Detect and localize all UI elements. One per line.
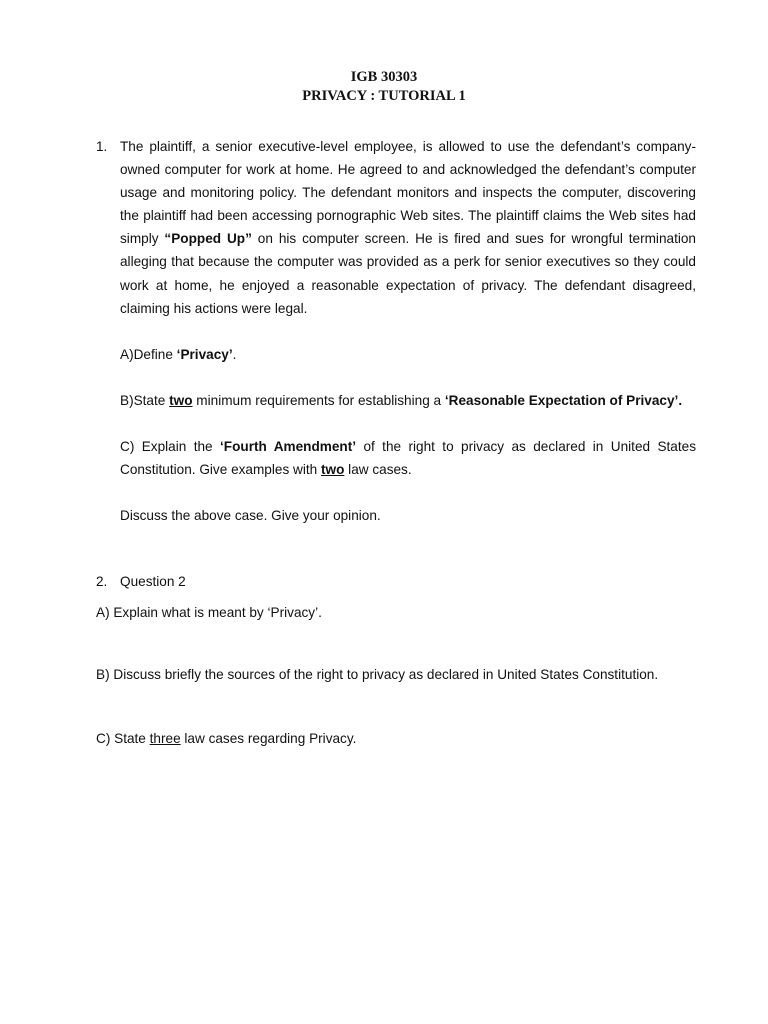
q2-part-c-count: three: [149, 731, 181, 746]
question-2-part-b: B) Discuss briefly the sources of the right to privacy as declared in United States Constitution.: [96, 667, 659, 682]
question-2-part-a: A) Explain what is meant by ‘Privacy’.: [96, 605, 322, 620]
popped-up-phrase: “Popped Up”: [164, 231, 252, 247]
part-b-term: ‘Reasonable Expectation of Privacy’.: [444, 392, 683, 408]
q2-part-c-prefix: C) State: [96, 731, 150, 746]
part-a: [120, 343, 696, 366]
discuss-prompt: Discuss the above case. Give your opinion.: [120, 508, 381, 524]
part-b: [120, 389, 696, 412]
part-c-count: two: [320, 462, 345, 478]
question-1-body: [120, 135, 696, 527]
part-c-suffix: law cases.: [344, 462, 412, 478]
scenario-text-1: The plaintiff, a senior executive-level employee, is allowed to use the defendant’s company-owned computer for work at home. He agreed to and acknowledged the defendant’s computer usage and monitoring policy. The defendant monitors and inspects the computer, discovering the plaintiff had been accessing pornographic Web sites. The plaintiff claims the Web sites had simply: [120, 139, 696, 247]
part-c: [120, 435, 696, 481]
scenario-paragraph: [120, 135, 696, 320]
question-2-number: 2.: [96, 574, 108, 589]
question-1-number: 1.: [96, 139, 108, 154]
part-a-suffix: .: [232, 346, 237, 362]
scenario-text-2: on his computer screen. He is fired and sues for wrongful termination alleging that because the computer was provided as a perk for senior executives so they could work at home, he enjoyed a reasonable expectation of privacy. The defendant disagreed, claiming his actions were legal.: [120, 231, 696, 316]
course-code: IGB 30303: [350, 69, 418, 85]
part-c-prefix: C) Explain the: [120, 438, 221, 454]
part-a-term: ‘Privacy’: [176, 346, 233, 362]
document-header: [0, 68, 768, 106]
part-b-middle: minimum requirements for establishing a: [192, 392, 445, 408]
q2-part-c-suffix: law cases regarding Privacy.: [180, 731, 357, 746]
part-c-term: ‘Fourth Amendment’: [220, 438, 357, 454]
part-b-prefix: B)State: [120, 392, 170, 408]
part-b-count: two: [169, 392, 193, 408]
question-1: [96, 135, 696, 527]
part-c-middle: of the right to privacy as declared in United States Constitution. Give examples with: [120, 438, 696, 478]
question-2-label: Question 2: [120, 574, 186, 589]
part-a-prefix: A)Define: [120, 346, 177, 362]
tutorial-title: PRIVACY : TUTORIAL 1: [302, 88, 466, 104]
question-2-part-c: [96, 729, 356, 749]
